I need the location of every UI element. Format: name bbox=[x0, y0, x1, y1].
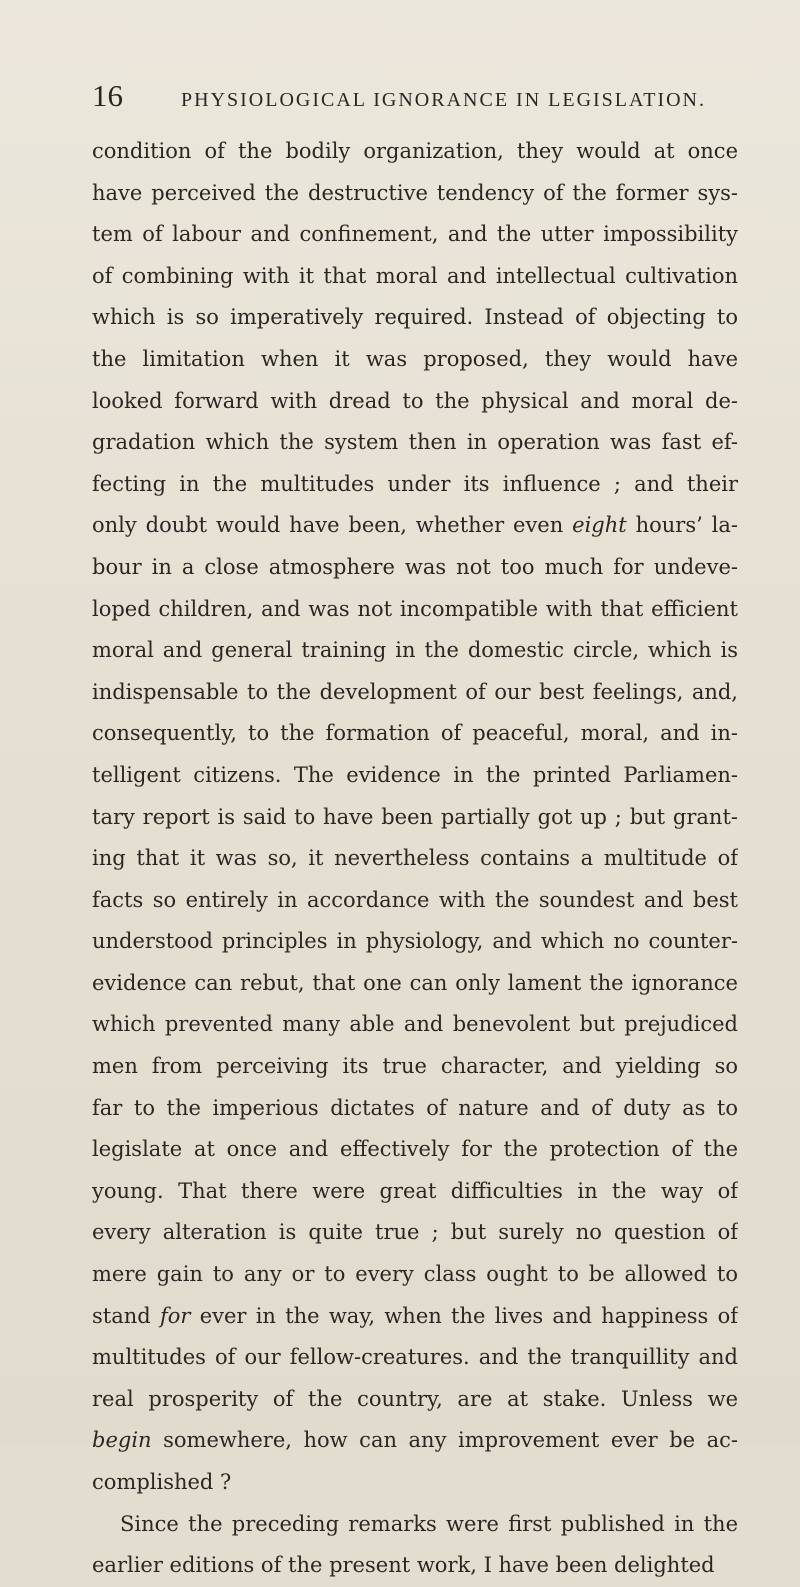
line-text: ing that it was so, it nevertheless contains a multitude of bbox=[92, 846, 738, 871]
line-text: stand bbox=[92, 1303, 160, 1328]
line-text: hours’ la- bbox=[626, 513, 738, 538]
text-line bbox=[92, 880, 738, 922]
body-text bbox=[92, 131, 738, 1587]
line-text: indispensable to the development of our best feelings, and, bbox=[92, 679, 738, 704]
line-text: mere gain to any or to every class ought to be allowed to bbox=[92, 1262, 738, 1287]
line-text: legislate at once and effectively for the protection of the bbox=[92, 1137, 738, 1162]
text-line bbox=[92, 921, 738, 963]
text-line bbox=[92, 589, 738, 631]
text-line bbox=[92, 838, 738, 880]
running-head: PHYSIOLOGICAL IGNORANCE IN LEGISLATION. bbox=[181, 89, 707, 111]
text-line bbox=[92, 1088, 738, 1130]
text-line bbox=[92, 256, 738, 298]
text-line bbox=[92, 672, 738, 714]
line-text: earlier editions of the present work, I have been delighted bbox=[92, 1553, 715, 1578]
text-line bbox=[92, 1420, 738, 1462]
line-text: fecting in the multitudes under its influence ; and their bbox=[92, 471, 738, 496]
text-line bbox=[92, 1129, 738, 1171]
line-text: telligent citizens. The evidence in the printed Parliamen- bbox=[92, 762, 738, 787]
text-line bbox=[92, 1504, 738, 1546]
line-text: consequently, to the formation of peaceful, moral, and in- bbox=[92, 721, 738, 746]
text-line bbox=[92, 1296, 738, 1338]
line-text: far to the imperious dictates of nature and of duty as to bbox=[92, 1095, 738, 1120]
text-line bbox=[92, 339, 738, 381]
text-line bbox=[92, 173, 738, 215]
italic-text: begin bbox=[92, 1428, 152, 1453]
text-line bbox=[92, 630, 738, 672]
line-text: evidence can rebut, that one can only lament the ignorance bbox=[92, 970, 738, 995]
text-line bbox=[92, 713, 738, 755]
page-number: 16 bbox=[92, 78, 123, 113]
text-line bbox=[92, 1171, 738, 1213]
italic-text: for bbox=[159, 1303, 191, 1328]
line-text: complished ? bbox=[92, 1470, 232, 1494]
text-line bbox=[92, 1545, 738, 1587]
line-text: facts so entirely in accordance with the soundest and best bbox=[92, 887, 738, 912]
text-line bbox=[92, 505, 738, 547]
line-text: the limitation when it was proposed, they would have bbox=[92, 346, 738, 371]
text-line bbox=[92, 547, 738, 589]
line-text: loped children, and was not incompatible with that efficient bbox=[92, 596, 738, 621]
line-text: understood principles in physiology, and which no counter- bbox=[92, 929, 738, 954]
line-text: somewhere, how can any improvement ever be ac- bbox=[151, 1428, 738, 1453]
line-text: gradation which the system then in operation was fast ef- bbox=[92, 430, 738, 455]
text-line bbox=[92, 1254, 738, 1296]
text-line bbox=[92, 797, 738, 839]
line-text: which is so imperatively required. Instead of objecting to bbox=[92, 305, 738, 330]
text-line bbox=[92, 1462, 738, 1504]
line-text: men from perceiving its true character, and yielding so bbox=[92, 1054, 738, 1079]
text-line bbox=[92, 1379, 738, 1421]
text-line bbox=[92, 963, 738, 1005]
line-text: tem of labour and confinement, and the utter impossibility bbox=[92, 222, 738, 247]
italic-text: eight bbox=[572, 513, 627, 538]
text-line bbox=[92, 381, 738, 423]
line-text: which prevented many able and benevolent but prejudiced bbox=[92, 1012, 738, 1037]
line-text: ever in the way, when the lives and happiness of bbox=[190, 1303, 738, 1328]
line-text: looked forward with dread to the physical and moral de- bbox=[92, 388, 738, 413]
text-line bbox=[92, 755, 738, 797]
line-text: multitudes of our fellow-creatures. and the tranquillity and bbox=[92, 1345, 738, 1370]
line-text: real prosperity of the country, are at stake. Unless we bbox=[92, 1386, 738, 1411]
page-header bbox=[92, 78, 740, 118]
line-text: have perceived the destructive tendency of the former sys- bbox=[92, 180, 738, 205]
text-line bbox=[92, 1004, 738, 1046]
line-text: only doubt would have been, whether even bbox=[92, 513, 573, 538]
line-text: condition of the bodily organization, they would at once bbox=[92, 139, 738, 163]
text-line bbox=[92, 214, 738, 256]
line-text: young. That there were great difficulties in the way of bbox=[92, 1178, 738, 1203]
text-line bbox=[92, 1212, 738, 1254]
line-text: bour in a close atmosphere was not too much for undeve- bbox=[92, 554, 738, 579]
text-line bbox=[92, 131, 738, 173]
text-line bbox=[92, 1046, 738, 1088]
line-text: of combining with it that moral and intellectual cultivation bbox=[92, 263, 738, 288]
line-text: every alteration is quite true ; but surely no question of bbox=[92, 1220, 738, 1245]
text-line bbox=[92, 1337, 738, 1379]
text-line bbox=[92, 422, 738, 464]
line-text: moral and general training in the domestic circle, which is bbox=[92, 638, 738, 663]
line-text: Since the preceding remarks were first published in the bbox=[120, 1511, 738, 1536]
text-line bbox=[92, 297, 738, 339]
line-text: tary report is said to have been partially got up ; but grant- bbox=[92, 804, 738, 829]
text-line bbox=[92, 464, 738, 506]
